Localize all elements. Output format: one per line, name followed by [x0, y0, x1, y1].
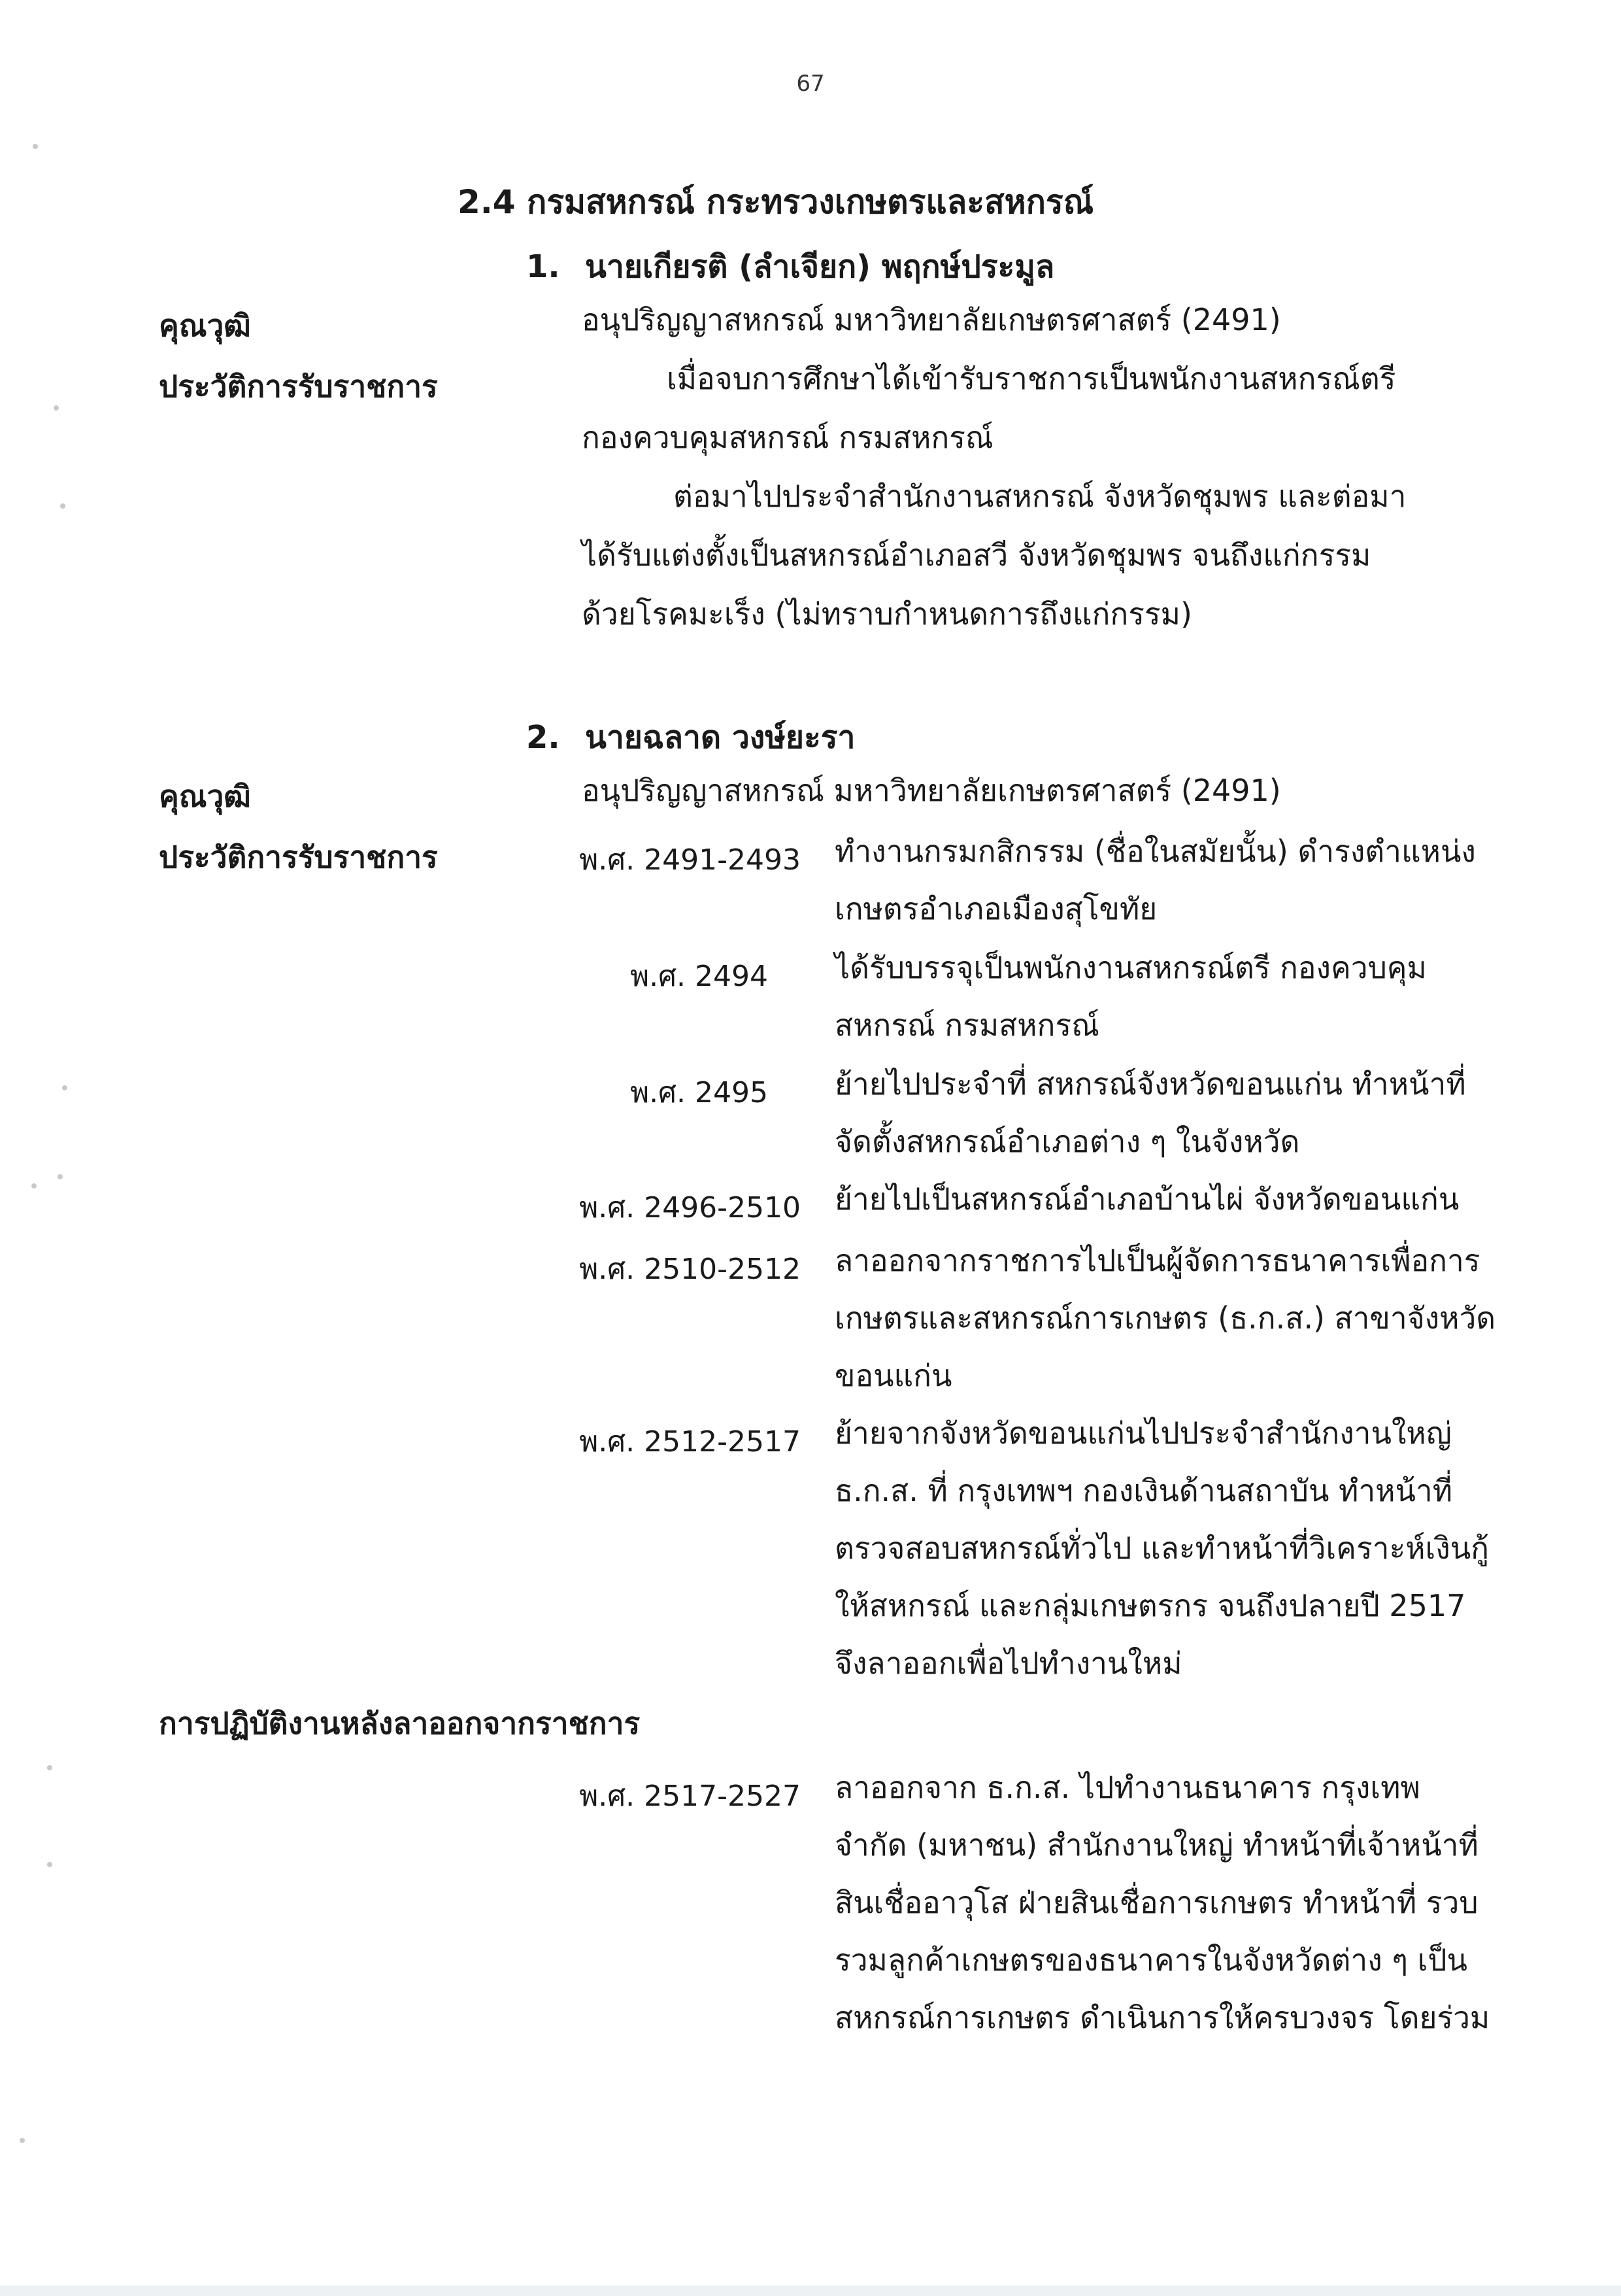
- scan-bottom-edge: [0, 2286, 1621, 2296]
- person-2-number: 2.: [526, 719, 560, 756]
- person-2-heading: [526, 713, 856, 762]
- entry-text: ย้ายจากจังหวัดขอนแก่นไปประจำสำนักงานใหญ่ ธ.ก.ส. ที่ กรุงเทพฯ กองเงินด้านสถาบัน ทำหน้าที่ ตรวจสอบสหกรณ์ทั่วไป และทำหน้าที่วิเคราะห์เงินกู้ ให้สหกรณ์ และกลุ่มเกษตรกร จนถึงปลายปี 2517 จึงลาออกเพื่อไปทำงานใหม่: [835, 1415, 1489, 1681]
- person-1-career-line: กองควบคุมสหกรณ์ กรมสหกรณ์: [582, 420, 994, 455]
- entry-year: พ.ศ. 2491-2493: [579, 843, 801, 877]
- person-2-name: นายฉลาด วงษ์ยะรา: [585, 719, 856, 756]
- person-1-name: นายเกียรติ (ลำเจียก) พฤกษ์ประมูล: [585, 248, 1055, 285]
- person-1-career-label: ประวัติการรับราชการ: [159, 369, 438, 404]
- entry-year: พ.ศ. 2494: [630, 960, 768, 993]
- person-1-career-line: ได้รับแต่งตั้งเป็นสหกรณ์อำเภอสวี จังหวัดชุมพร จนถึงแก่กรรม: [582, 537, 1371, 573]
- scan-speck: [47, 1765, 52, 1770]
- person-1-career-line: เมื่อจบการศึกษาได้เข้ารับราชการเป็นพนักงานสหกรณ์ตรี: [667, 361, 1396, 396]
- scan-speck: [47, 1862, 52, 1867]
- person-1-heading: [526, 242, 1054, 292]
- person-1-career-line: ด้วยโรคมะเร็ง (ไม่ทราบกำหนดการถึงแก่กรรม): [582, 596, 1192, 632]
- scan-speck: [58, 1174, 63, 1179]
- scan-speck: [60, 503, 65, 509]
- entry-text: ได้รับบรรจุเป็นพนักงานสหกรณ์ตรี กองควบคุม สหกรณ์ กรมสหกรณ์: [835, 950, 1427, 1043]
- section-heading: 2.4 กรมสหกรณ์ กระทรวงเกษตรและสหกรณ์: [458, 183, 1094, 221]
- scan-speck: [33, 144, 38, 149]
- entry-year: พ.ศ. 2496-2510: [579, 1191, 801, 1224]
- entry-year: พ.ศ. 2510-2512: [579, 1253, 801, 1286]
- entry-text: ย้ายไปเป็นสหกรณ์อำเภอบ้านไผ่ จังหวัดขอนแก่น: [835, 1181, 1460, 1217]
- entry-text: ย้ายไปประจำที่ สหกรณ์จังหวัดขอนแก่น ทำหน้าที่ จัดตั้งสหกรณ์อำเภอต่าง ๆ ในจังหวัด: [835, 1066, 1466, 1159]
- scan-speck: [31, 1183, 37, 1189]
- after-retirement-label: การปฏิบัติงานหลังลาออกจากราชการ: [159, 1706, 641, 1741]
- entry-year: พ.ศ. 2495: [630, 1076, 768, 1109]
- person-1-number: 1.: [526, 248, 560, 285]
- person-1-qualification: อนุปริญญาสหกรณ์ มหาวิทยาลัยเกษตรศาสตร์ (2491): [582, 302, 1281, 337]
- entry-text: ลาออกจาก ธ.ก.ส. ไปทำงานธนาคาร กรุงเทพ จำกัด (มหาชน) สำนักงานใหญ่ ทำหน้าที่เจ้าหน้าที่ สินเชื่ออาวุโส ฝ่ายสินเชื่อการเกษตร ทำหน้าที่ รวบ รวมลูกค้าเกษตรของธนาคารในจังหวัดต่าง ๆ เป็น สหกรณ์การเกษตร ดำเนินการให้ครบวงจร โดยร่วม: [835, 1770, 1490, 2035]
- person-2-qualification: อนุปริญญาสหกรณ์ มหาวิทยาลัยเกษตรศาสตร์ (2491): [582, 773, 1281, 808]
- person-2-qualification-label: คุณวุฒิ: [159, 779, 251, 814]
- scan-speck: [20, 2138, 25, 2143]
- scan-speck: [62, 1085, 67, 1090]
- scan-speck: [54, 405, 59, 411]
- entry-year: พ.ศ. 2512-2517: [579, 1425, 801, 1459]
- entry-text: ลาออกจากราชการไปเป็นผู้จัดการธนาคารเพื่อการ เกษตรและสหกรณ์การเกษตร (ธ.ก.ส.) สาขาจังหวัด ขอนแก่น: [835, 1243, 1496, 1393]
- person-2-career-label: ประวัติการรับราชการ: [159, 839, 438, 875]
- page-number: 67: [796, 71, 825, 97]
- person-1-qualification-label: คุณวุฒิ: [159, 308, 251, 343]
- entry-year: พ.ศ. 2517-2527: [579, 1780, 801, 1813]
- entry-text: ทำงานกรมกสิกรรม (ชื่อในสมัยนั้น) ดำรงตำแหน่ง เกษตรอำเภอเมืองสุโขทัย: [835, 834, 1476, 926]
- person-1-career-line: ต่อมาไปประจำสำนักงานสหกรณ์ จังหวัดชุมพร และต่อมา: [673, 479, 1407, 514]
